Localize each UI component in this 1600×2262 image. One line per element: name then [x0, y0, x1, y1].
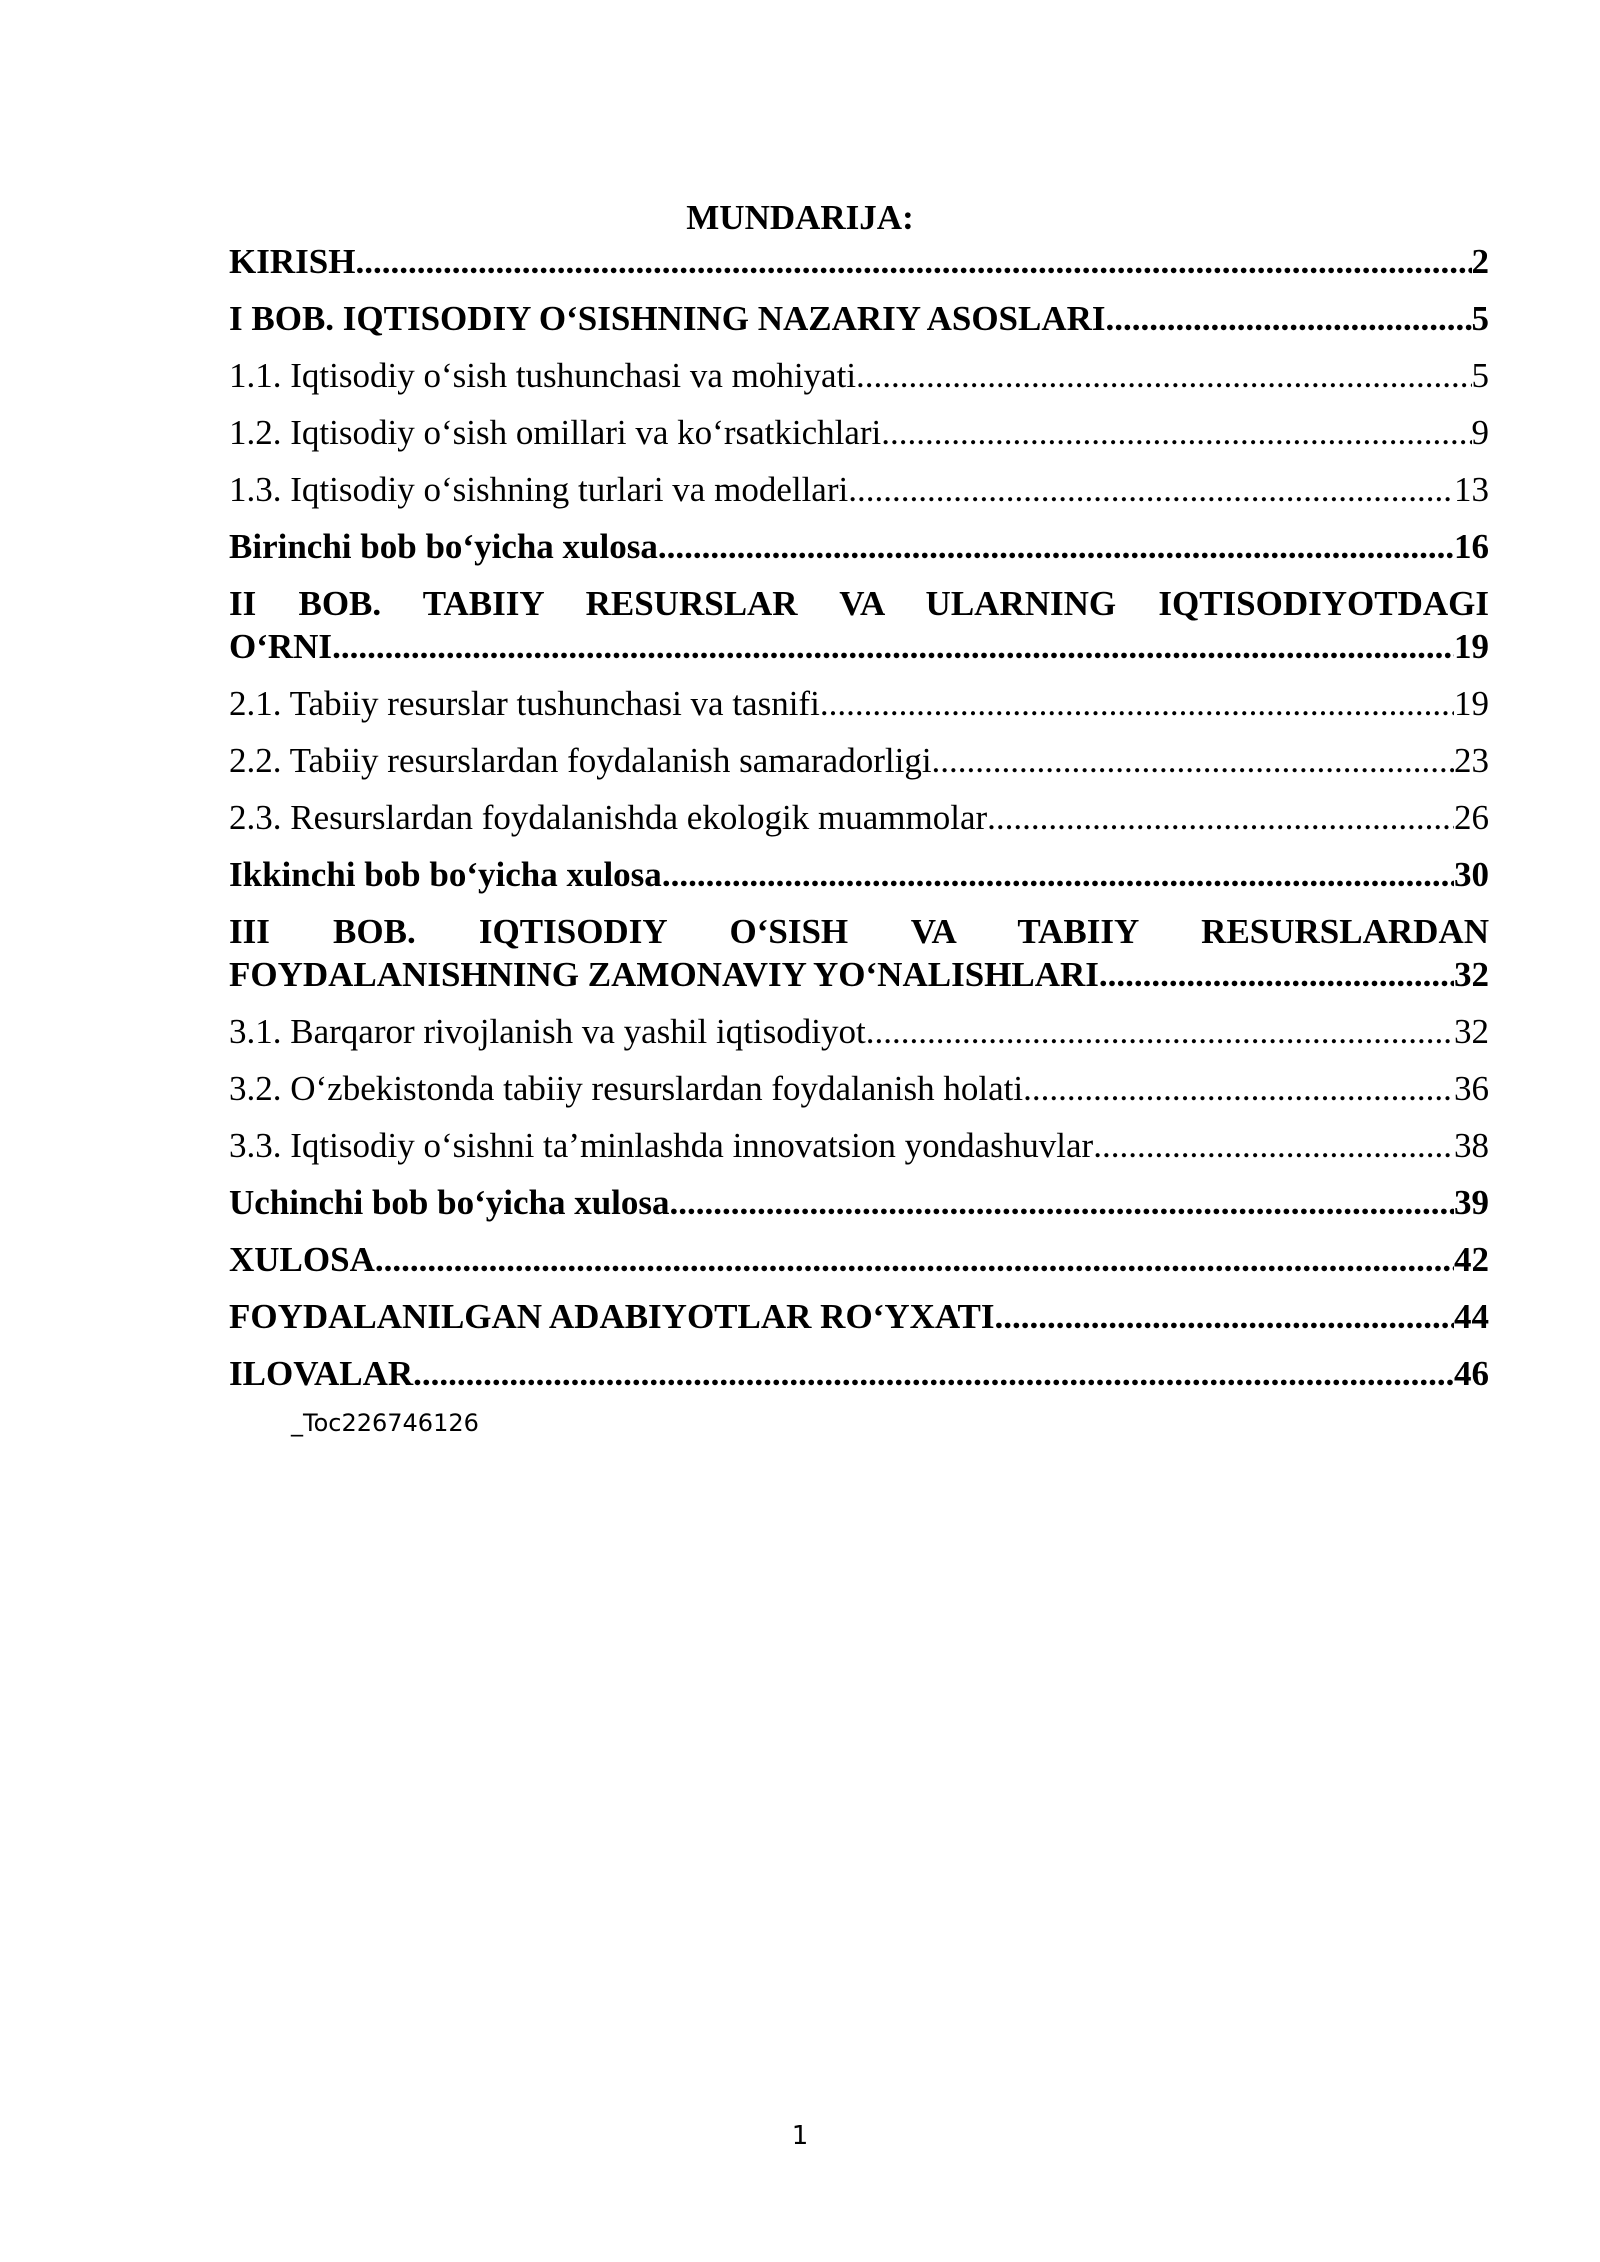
- toc-entry-label-line-1: II BOB. TABIIY RESURSLAR VA ULARNING IQTISODIYOTDAGI: [229, 584, 1489, 623]
- toc-entry-chapter-3-conclusion[interactable]: [229, 1181, 1489, 1224]
- toc-entry-label: 3.1. Barqaror rivojlanish va yashil iqtisodiyot: [229, 1012, 866, 1051]
- dot-leader: [932, 739, 1454, 782]
- toc-entry-3-2[interactable]: [229, 1067, 1489, 1110]
- toc-entry-page: 32: [1454, 955, 1489, 994]
- toc-entry-page: 9: [1471, 413, 1489, 452]
- toc-entry-label: 3.2. O‘zbekistonda tabiiy resurslardan foydalanish holati: [229, 1069, 1024, 1108]
- toc-entry-page: 16: [1454, 527, 1489, 566]
- toc-entry-chapter-2[interactable]: [229, 582, 1489, 668]
- toc-entry-chapter-1[interactable]: [229, 297, 1489, 340]
- toc-entry-3-3[interactable]: [229, 1124, 1489, 1167]
- toc-entry-page: 39: [1454, 1183, 1489, 1222]
- toc-entry-label: 1.1. Iqtisodiy o‘sish tushunchasi va mohiyati: [229, 356, 857, 395]
- toc-entry-page: 42: [1454, 1240, 1489, 1279]
- toc-entry-2-2[interactable]: [229, 739, 1489, 782]
- dot-leader: [375, 1238, 1454, 1281]
- toc-entry-page: 38: [1454, 1126, 1489, 1165]
- toc-entry-label: 2.1. Tabiiy resurslar tushunchasi va tasnifi: [229, 684, 820, 723]
- toc-entry-page: 5: [1471, 299, 1489, 338]
- toc-title: MUNDARIJA:: [686, 198, 914, 237]
- toc-entry-1-2[interactable]: [229, 411, 1489, 454]
- dot-leader: [848, 468, 1454, 511]
- dot-leader: [856, 354, 1471, 397]
- dot-leader: [658, 525, 1454, 568]
- dot-leader: [820, 682, 1454, 725]
- dot-leader: [881, 411, 1471, 454]
- toc-entry-label: Uchinchi bob bo‘yicha xulosa: [229, 1183, 670, 1222]
- toc-entry-chapter-2-conclusion[interactable]: [229, 853, 1489, 896]
- toc-entry-page: 19: [1454, 684, 1489, 723]
- footer-page-number: 1: [791, 2121, 809, 2151]
- toc-entry-xulosa[interactable]: [229, 1238, 1489, 1281]
- toc-entry-page: 32: [1454, 1012, 1489, 1051]
- toc-entry-chapter-1-conclusion[interactable]: [229, 525, 1489, 568]
- toc-entry-label: XULOSA: [229, 1240, 375, 1279]
- toc-entry-1-1[interactable]: [229, 354, 1489, 397]
- toc-entry-page: 44: [1454, 1297, 1489, 1336]
- toc-entry-page: 5: [1471, 356, 1489, 395]
- toc-entry-kirish[interactable]: [229, 240, 1489, 283]
- toc-entry-references[interactable]: [229, 1295, 1489, 1338]
- dot-leader: [866, 1010, 1454, 1053]
- toc-entry-label: Ikkinchi bob bo‘yicha xulosa: [229, 855, 662, 894]
- toc-entry-2-1[interactable]: [229, 682, 1489, 725]
- toc-entry-page: 2: [1471, 242, 1489, 281]
- toc-entry-page: 19: [1454, 627, 1489, 666]
- toc-entry-label: I BOB. IQTISODIY O‘SISHNING NAZARIY ASOSLARI: [229, 299, 1106, 338]
- toc-entry-page: 46: [1454, 1354, 1489, 1393]
- toc-entry-label-line-2: O‘RNI: [229, 627, 333, 666]
- toc-bookmark-text: _Toc226746126: [291, 1409, 479, 1437]
- toc-entry-page: 36: [1454, 1069, 1489, 1108]
- toc-entry-3-1[interactable]: [229, 1010, 1489, 1053]
- toc-entry-label: KIRISH: [229, 242, 356, 281]
- toc-entry-label: 3.3. Iqtisodiy o‘sishni ta’minlashda innovatsion yondashuvlar: [229, 1126, 1094, 1165]
- toc-entry-label: 2.3. Resurslardan foydalanishda ekologik muammolar: [229, 798, 988, 837]
- toc-entry-label: Birinchi bob bo‘yicha xulosa: [229, 527, 658, 566]
- toc-entry-page: 23: [1454, 741, 1489, 780]
- toc-entry-page: 26: [1454, 798, 1489, 837]
- dot-leader: [332, 625, 1454, 668]
- toc-entry-chapter-3[interactable]: [229, 910, 1489, 996]
- toc-entry-2-3[interactable]: [229, 796, 1489, 839]
- toc-entry-label-line-2: FOYDALANISHNING ZAMONAVIY YO‘NALISHLARI: [229, 955, 1099, 994]
- toc-entry-label-line-1: III BOB. IQTISODIY O‘SISH VA TABIIY RESURSLARDAN: [229, 912, 1489, 951]
- toc-entry-label: 2.2. Tabiiy resurslardan foydalanish samaradorligi: [229, 741, 932, 780]
- dot-leader: [1106, 297, 1472, 340]
- toc-entry-label: ILOVALAR: [229, 1354, 414, 1393]
- toc-entry-1-3[interactable]: [229, 468, 1489, 511]
- dot-leader: [662, 853, 1454, 896]
- dot-leader: [1099, 953, 1454, 996]
- dot-leader: [355, 240, 1471, 283]
- dot-leader: [670, 1181, 1454, 1224]
- dot-leader: [1023, 1067, 1454, 1110]
- dot-leader: [995, 1295, 1454, 1338]
- toc-entry-label: 1.2. Iqtisodiy o‘sish omillari va ko‘rsatkichlari: [229, 413, 882, 452]
- toc-entry-label: FOYDALANILGAN ADABIYOTLAR RO‘YXATI: [229, 1297, 995, 1336]
- toc-entry-page: 13: [1454, 470, 1489, 509]
- dot-leader: [987, 796, 1454, 839]
- dot-leader: [413, 1352, 1454, 1395]
- toc-entry-page: 30: [1454, 855, 1489, 894]
- table-of-contents: [229, 240, 1489, 1409]
- toc-entry-label: 1.3. Iqtisodiy o‘sishning turlari va modellari: [229, 470, 849, 509]
- toc-entry-appendices[interactable]: [229, 1352, 1489, 1395]
- dot-leader: [1093, 1124, 1454, 1167]
